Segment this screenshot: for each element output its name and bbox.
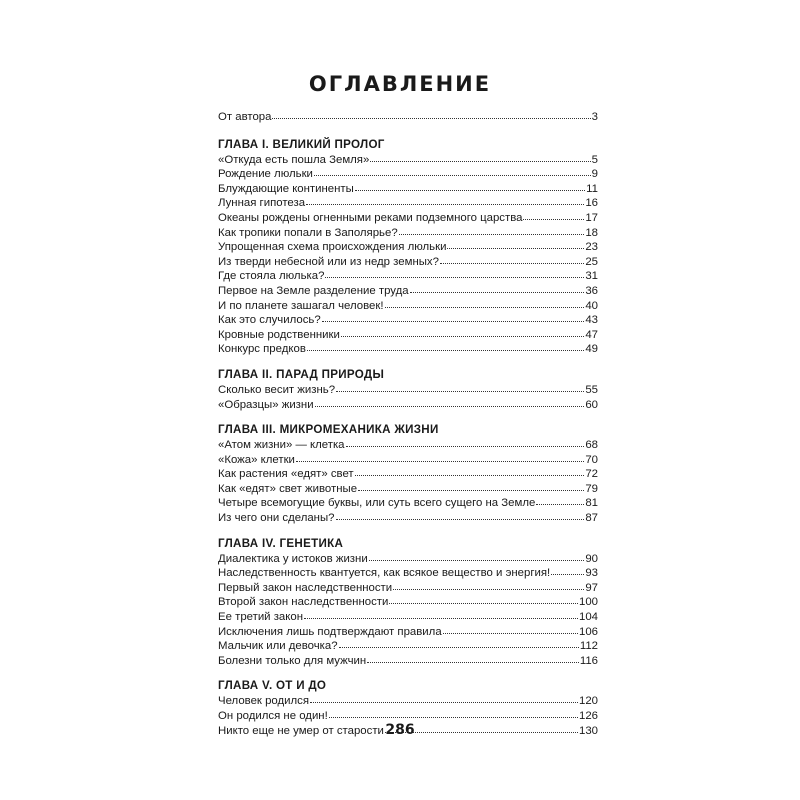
toc-entry-label: Он родился не один! [218, 710, 328, 722]
toc-entry-page: 9 [591, 168, 598, 181]
toc-entry-label: И по планете зашагал человек! [218, 299, 384, 312]
toc-entry-page: 18 [585, 226, 598, 239]
toc-entry-label: Где стояла люлька? [218, 270, 325, 283]
toc-entry [218, 581, 598, 596]
toc-entry-page: 120 [578, 695, 598, 708]
dot-leader [410, 291, 585, 293]
toc-entry-label: «Атом жизни» — клетка [218, 439, 345, 452]
page-title: ОГЛАВЛЕНИЕ [308, 72, 492, 96]
toc-entry-label: Болезни только для мужчин [218, 654, 367, 667]
toc-entry-label: Четыре всемогущие буквы, или суть всего сущего на Земле [218, 497, 536, 510]
dot-leader [310, 701, 578, 703]
toc-entry-page: 70 [585, 453, 598, 466]
toc-entry [218, 255, 598, 270]
chapter-heading: ГЛАВА III. МИКРОМЕХАНИКА ЖИЗНИ [218, 423, 439, 437]
toc-entry [218, 467, 598, 482]
toc-entry-label: Человек родился [218, 695, 310, 708]
toc-entry-page: 104 [578, 611, 598, 624]
dot-leader [385, 306, 585, 308]
section-gap [218, 668, 598, 678]
toc-entry [218, 566, 598, 581]
dot-leader [443, 632, 578, 634]
toc-entry-page: 97 [585, 581, 598, 594]
toc-entry-page: 36 [585, 284, 598, 297]
toc-entry [218, 211, 598, 226]
toc-entry [218, 240, 598, 255]
dot-leader [358, 489, 584, 491]
toc-entry-label: Наследственность квантуется, как всякое вещество и энергия! [218, 567, 551, 580]
toc-entry-page: 106 [578, 625, 598, 638]
toc-entry [218, 625, 598, 640]
toc-entry-page: 87 [585, 512, 598, 525]
toc-entry-page: 60 [585, 398, 598, 411]
toc-entry-page: 40 [585, 299, 598, 312]
dot-leader [322, 320, 585, 322]
toc-entry-page: 68 [585, 439, 598, 452]
toc-entry-page: 11 [586, 182, 598, 195]
toc-entry [218, 383, 598, 398]
toc-entry-label: Второй закон наследственности [218, 596, 389, 609]
dot-leader [306, 203, 584, 205]
dot-leader [536, 503, 584, 505]
toc-entry [218, 226, 598, 241]
toc-entry-page: 3 [591, 111, 598, 123]
toc-entry-page: 72 [585, 468, 598, 481]
toc-entry [218, 639, 598, 654]
toc-entry-page: 90 [585, 552, 598, 565]
dot-leader [389, 602, 578, 604]
dot-leader [272, 117, 590, 119]
toc-entry [218, 328, 598, 343]
section-gap [218, 125, 598, 137]
toc-entry-page: 116 [579, 654, 598, 667]
toc-entry-label: Конкурс предков [218, 343, 306, 356]
dot-leader [315, 405, 585, 407]
chapter-heading: ГЛАВА V. ОТ И ДО [218, 679, 327, 693]
toc-entry [218, 511, 598, 526]
dot-leader [367, 661, 579, 663]
dot-leader [551, 573, 584, 575]
toc-entry-page: 81 [585, 497, 598, 510]
dot-leader [307, 349, 584, 351]
toc-entry [218, 610, 598, 625]
dot-leader [523, 218, 584, 220]
toc-entry-page: 31 [585, 270, 598, 283]
toc-entry-label: «Откуда есть пошла Земля» [218, 153, 370, 166]
toc-entry-label: От автора [218, 111, 272, 123]
toc-entry-label: Океаны рождены огненными реками подземного царства [218, 211, 523, 224]
toc-entry-label: Из тверди небесной или из недр земных? [218, 255, 439, 268]
toc-entry [218, 342, 598, 357]
dot-leader [399, 233, 585, 235]
page-number: 286 [385, 722, 415, 738]
toc-entry [218, 196, 598, 211]
toc-entry [218, 438, 598, 453]
toc-entry-label: Из чего они сделаны? [218, 512, 335, 525]
toc-entry-page: 126 [578, 710, 598, 722]
dot-leader [329, 716, 578, 718]
dot-leader [440, 262, 584, 264]
toc-entry-page: 17 [585, 211, 598, 224]
toc-entry-page: 93 [585, 567, 598, 580]
dot-leader [369, 559, 585, 561]
toc-entry-label: Как «едят» свет животные [218, 482, 358, 495]
table-of-contents [218, 110, 598, 738]
toc-entry-label: Как тропики попали в Заполярье? [218, 226, 398, 239]
toc-entry-label: Сколько весит жизнь? [218, 383, 336, 396]
dot-leader [346, 445, 585, 447]
toc-entry [218, 269, 598, 284]
toc-entry-label: Диалектика у истоков жизни [218, 552, 368, 565]
toc-entry [218, 153, 598, 168]
dot-leader [355, 474, 585, 476]
chapter-heading: ГЛАВА I. ВЕЛИКИЙ ПРОЛОГ [218, 137, 385, 151]
toc-entry [218, 694, 598, 709]
toc-entry-page: 16 [585, 197, 598, 210]
toc-entry-page: 5 [591, 153, 598, 166]
toc-entry [218, 299, 598, 314]
toc-entry [218, 482, 598, 497]
toc-entry [218, 654, 598, 669]
dot-leader [341, 335, 584, 337]
toc-entry-page: 100 [578, 596, 598, 609]
section-gap [218, 412, 598, 422]
toc-entry-label: Никто еще не умер от старости [218, 724, 384, 737]
toc-entry-page: 130 [578, 724, 598, 737]
dot-leader [355, 189, 585, 191]
toc-entry-page: 47 [585, 328, 598, 341]
toc-entry-page: 43 [585, 314, 598, 327]
toc-entry-label: Кровные родственники [218, 328, 340, 341]
toc-entry [218, 496, 598, 511]
toc-entry [218, 167, 598, 182]
toc-entry-label: Ее третий закон [218, 611, 304, 624]
chapter-heading: ГЛАВА II. ПАРАД ПРИРОДЫ [218, 367, 385, 381]
toc-entry-page: 49 [585, 343, 598, 356]
section-gap [218, 526, 598, 536]
toc-entry [218, 595, 598, 610]
dot-leader [296, 460, 584, 462]
toc-entry-intro [218, 110, 598, 125]
toc-entry-label: Рождение люльки [218, 168, 313, 181]
dot-leader [336, 518, 585, 520]
toc-entry-label: Первое на Земле разделение труда [218, 284, 409, 297]
toc-entry-label: Лунная гипотеза [218, 197, 306, 210]
dot-leader [336, 390, 584, 392]
dot-leader [304, 617, 578, 619]
toc-entry-page: 55 [585, 383, 598, 396]
dot-leader [447, 247, 584, 249]
toc-entry-label: Исключения лишь подтверждают правила [218, 625, 442, 638]
toc-entry [218, 284, 598, 299]
toc-entry-page: 23 [585, 241, 598, 254]
toc-entry-label: Как это случилось? [218, 314, 321, 327]
dot-leader [370, 160, 590, 162]
toc-entry [218, 552, 598, 567]
toc-entry [218, 313, 598, 328]
chapter-heading: ГЛАВА IV. ГЕНЕТИКА [218, 536, 344, 550]
toc-entry [218, 398, 598, 413]
dot-leader [339, 646, 579, 648]
toc-entry-label: Мальчик или девочка? [218, 640, 338, 653]
toc-entry-label: «Кожа» клетки [218, 453, 295, 466]
dot-leader [393, 588, 584, 590]
dot-leader [314, 174, 591, 176]
toc-entry-label: Блуждающие континенты [218, 182, 354, 195]
toc-entry-label: Как растения «едят» свет [218, 468, 354, 481]
toc-entry-label: Упрощенная схема происхождения люльки [218, 241, 447, 254]
toc-entry-label: «Образцы» жизни [218, 398, 314, 411]
toc-entry-page: 25 [585, 255, 598, 268]
toc-entry [218, 182, 598, 197]
dot-leader [325, 276, 584, 278]
section-gap [218, 357, 598, 367]
toc-entry [218, 453, 598, 468]
toc-entry-page: 112 [579, 640, 598, 653]
toc-entry-page: 79 [585, 482, 598, 495]
toc-entry-label: Первый закон наследственности [218, 581, 393, 594]
